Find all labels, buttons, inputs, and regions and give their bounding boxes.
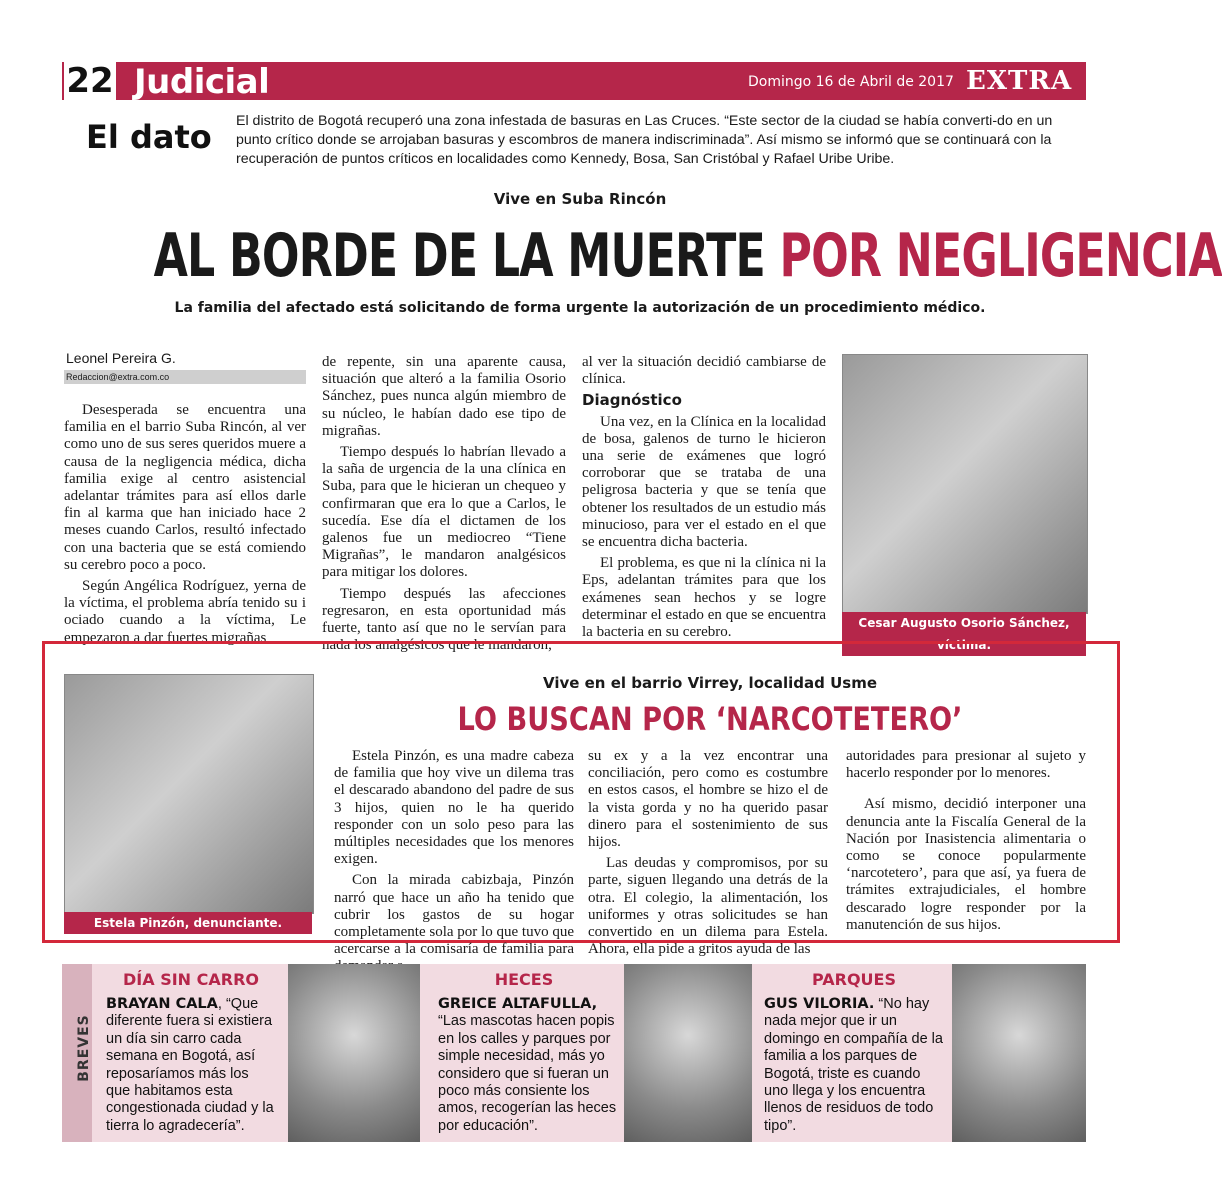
breve-person-name: GREICE ALTAFULLA, — [438, 996, 598, 1012]
breve-quote: “No hay nada mejor que ir un domingo en compañía de la familia a los parques de Bogotá, triste es cuando uno llega y los encuentra llenos de residuos de todo tipo”. — [764, 996, 943, 1134]
breve-quote: “Las mascotas hacen popis en los calles y parques por simple necesidad, más yo considero que si fueran un poco más consiente los amos, recogerían las heces por educación”. — [438, 1013, 617, 1134]
victim-photo — [842, 354, 1088, 614]
el-dato-title: El dato — [86, 118, 212, 156]
paragraph: Según Angélica Rodríguez, yerna de la víctima, el problema abría tenido su i ociado cuando a la víctima, Le empezaron a dar fuertes migrañas — [64, 578, 306, 646]
breve-photo-brayan — [288, 964, 420, 1142]
breve-text-3 — [764, 996, 946, 1135]
paragraph: su ex y a la vez encontrar una conciliación, pero como es costumbre en estos casos, el hombre se hizo el de la vista gorda y no ha querido pasar dinero para el sostenimiento de sus hijos. — [588, 748, 828, 851]
paragraph: Así mismo, decidió interponer una denuncia ante la Fiscalía General de la Nación por Inasistencia alimentaria o como se conoce popularmente ‘narcotetero’, para que así, ya fuera de trámites extrajudiciales, el hombre descarado logre responder por la manutención de sus hijos. — [846, 796, 1086, 933]
page-number: 22 — [64, 62, 116, 100]
denunciante-photo — [64, 674, 314, 914]
newspaper-logo: EXTRA — [966, 66, 1073, 96]
paragraph: de repente, sin una aparente causa, situación que alteró a la familia Osorio Sánchez, pues nunca algún miembro de su núcleo, le habían dado ese tipo de migrañas. — [322, 354, 566, 439]
second-headline: LO BUSCAN POR ‘NARCOTETERO’ — [457, 700, 963, 738]
paragraph: al ver la situación decidió cambiarse de clínica. — [582, 354, 826, 388]
breve-quote: , “Que diferente fuera si existiera un día sin carro cada semana en Bogotá, así reposaríamos más los que habitamos esta congestionada ciudad y la tierra lo agradecería”. — [106, 996, 274, 1134]
headline-red: POR NEGLIGENCIA — [779, 221, 1222, 291]
second-story-kicker: Vive en el barrio Virrey, localidad Usme — [542, 674, 878, 692]
issue-date: Domingo 16 de Abril de 2017 — [748, 74, 954, 90]
breve-photo-greice — [624, 964, 752, 1142]
paragraph: Desesperada se encuentra una familia en el barrio Suba Rincón, al ver como uno de sus seres queridos muere a causa de la negligencia médica, dicha familia exige al centro asistencial adelantar trámites para así ellos darle fin al karma que han iniciado hace 2 meses cuando Carlos, resultó infectado con una bacteria que se está comiendo su cerebro poco a poco. — [64, 402, 306, 573]
main-column-1 — [64, 402, 306, 651]
breve-person-name: GUS VILORIA. — [764, 996, 875, 1012]
breve-text-1 — [106, 996, 276, 1135]
second-column-3 — [846, 748, 1086, 938]
main-subtitle: La familia del afectado está solicitando de forma urgente la autorización de un procedimiento médico. — [174, 300, 986, 316]
paragraph: autoridades para presionar al sujeto y hacerlo responder por lo menores. — [846, 748, 1086, 782]
paragraph: Con la mirada cabizbaja, Pinzón narró que hace un año ha tenido que cubrir los gastos de su hogar completamente sola por lo que tuvo que acercarse a la comisaría de familia para — [334, 872, 574, 958]
headline-black: AL BORDE DE LA MUERTE — [153, 221, 765, 291]
paragraph: El problema, es que ni la clínica ni la Eps, adelantan trámites para que los exámenes sean hechos y se logre determinar el estado en que se encuentra la bacteria en su cerebro. — [582, 555, 826, 641]
second-column-2 — [588, 748, 828, 962]
section-title: Judicial — [134, 62, 270, 102]
denunciante-photo-caption: Estela Pinzón, denunciante. — [64, 912, 312, 934]
breve-title-heces: HECES — [494, 970, 554, 989]
el-dato-text: El distrito de Bogotá recuperó una zona infestada de basuras en Las Cruces. “Este sector de la ciudad se había converti-do en un punto crítico donde se arrojaban basuras y escombros de manera indiscriminada”. Así mismo se informó que se continuará con la recuperación de puntos críticos en localidades como Kennedy, Bosa, San Cristóbal y Rafael Uribe Uribe. — [236, 113, 1053, 167]
main-headline — [153, 218, 1222, 294]
paragraph: Las deudas y compromisos, por su parte, siguen llegando una detrás de la otra. El colegio, la alimentación, los uniformes y otras solicitudes se han convertido en un dilema para Estela. Ahora, ella pide a gritos ayuda de las — [588, 855, 828, 958]
paragraph: Tiempo después las afecciones regresaron, en esta oportunidad más fuerte, tanto así que no le servían para nada los analgésicos que le mandaron, — [322, 585, 566, 654]
breve-photo-gus — [952, 964, 1086, 1142]
breve-text-2 — [438, 996, 618, 1135]
author-byline: Leonel Pereira G. — [66, 350, 176, 366]
breve-title-parques: PARQUES — [811, 970, 896, 989]
subheading: Diagnóstico — [582, 391, 682, 410]
paragraph: Tiempo después lo habrían llevado a la saña de urgencia de la una clínica en Suba, para que le hicieran un chequeo y confirmaran que era lo que a Carlos, le sucedía. Ese día el dictamen de los galenos fue un mediocreo “Tiene Migrañas”, le mandaron analgésicos para mitigar los dolores. — [322, 444, 566, 581]
main-column-3 — [582, 354, 826, 645]
breve-title-dia-sin-carro: DÍA SIN CARRO — [123, 970, 259, 989]
paragraph: Estela Pinzón, es una madre cabeza de familia que hoy vive un dilema tras el descarado abandono del padre de sus 3 hijos, quien no le ha querido responder con un solo peso para las múltiples necesidades que los menores exigen. — [334, 748, 574, 868]
victim-photo-caption: Cesar Augusto Osorio Sánchez, víctima. — [842, 612, 1086, 656]
main-story-kicker: Vive en Suba Rincón — [493, 190, 667, 208]
second-column-1 — [334, 748, 574, 980]
main-column-2 — [322, 354, 566, 658]
paragraph: Una vez, en la Clínica en la localidad de bosa, galenos de turno le hicieron una serie de exámenes que logró corroborar que se trataba de una peligrosa bacteria y que se tenía que obtener los resultados de un estudio más minucioso, para ver el estado en el que se encuentra dicha bacteria. — [582, 413, 826, 551]
breves-label: BREVES — [75, 1014, 92, 1082]
author-email: Redaccion@extra.com.co — [64, 370, 306, 384]
breve-person-name: BRAYAN CALA — [106, 996, 218, 1012]
